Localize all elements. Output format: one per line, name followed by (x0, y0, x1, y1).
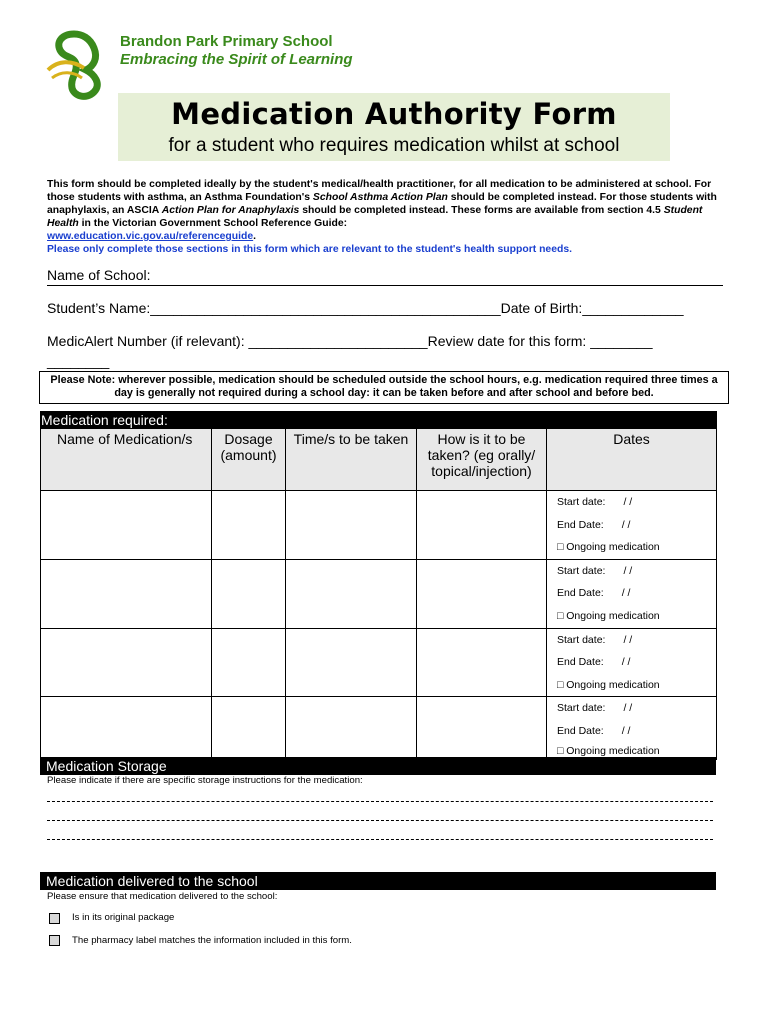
medication-delivered-header: Medication delivered to the school (40, 872, 716, 890)
student-name-dob-field[interactable]: Student’s Name:_____________________________________________Date of Birth:_____________ (47, 300, 684, 316)
storage-instructions-note: Please indicate if there are specific storage instructions for the medication: (47, 775, 363, 786)
dates-cell[interactable]: Start date: / / End Date: / / □ Ongoing medication (547, 491, 717, 560)
method-cell[interactable] (417, 697, 547, 759)
ongoing-checkbox[interactable]: □ Ongoing medication (557, 541, 660, 554)
times-cell[interactable] (286, 559, 417, 628)
times-cell[interactable] (286, 628, 417, 697)
times-cell[interactable] (286, 491, 417, 560)
medication-name-cell[interactable] (41, 491, 212, 560)
form-subtitle: for a student who requires medication whilst at school (168, 135, 620, 156)
col-medication-name: Name of Medication/s (41, 429, 212, 491)
school-tagline: Embracing the Spirit of Learning (120, 51, 353, 68)
original-package-checkbox[interactable] (49, 913, 60, 924)
pharmacy-label-checkbox[interactable] (49, 935, 60, 946)
dates-cell[interactable]: Start date: / / End Date: / / □ Ongoing medication (547, 559, 717, 628)
reference-guide-link[interactable]: www.education.vic.gov.au/referenceguide (47, 231, 254, 242)
medication-row (41, 697, 717, 759)
ongoing-checkbox[interactable]: □ Ongoing medication (557, 678, 660, 691)
delivered-note: Please ensure that medication delivered to the school: (47, 891, 278, 902)
medication-row (41, 559, 717, 628)
school-name-field[interactable]: Name of School: (47, 267, 723, 286)
ongoing-checkbox[interactable]: □ Ongoing medication (557, 609, 660, 622)
method-cell[interactable] (417, 559, 547, 628)
medication-storage-header: Medication Storage (40, 757, 716, 775)
pharmacy-label-label: The pharmacy label matches the information included in this form. (72, 935, 352, 946)
medication-name-cell[interactable] (41, 697, 212, 759)
scheduling-note: Please Note: wherever possible, medication should be scheduled outside the school hours, e.g. medication required three times a day is generally not required during a school day: it can be taken before and after school and before bed. (39, 371, 729, 404)
storage-input-line[interactable] (47, 820, 713, 821)
medication-row (41, 491, 717, 560)
school-name: Brandon Park Primary School (120, 33, 333, 50)
dosage-cell[interactable] (212, 559, 286, 628)
medicalert-review-field[interactable]: MedicAlert Number (if relevant): _______________________Review date for this form: ________ ________ (47, 333, 653, 369)
dosage-cell[interactable] (212, 628, 286, 697)
form-title: Medication Authority Form (171, 97, 617, 131)
storage-input-line[interactable] (47, 839, 713, 840)
col-times: Time/s to be taken (286, 429, 417, 491)
times-cell[interactable] (286, 697, 417, 759)
storage-input-line[interactable] (47, 801, 713, 802)
school-logo-icon (44, 30, 106, 102)
medication-required-header: Medication required: (41, 412, 717, 429)
ongoing-checkbox[interactable]: □ Ongoing medication (557, 744, 660, 757)
original-package-label: Is in its original package (72, 912, 175, 923)
method-cell[interactable] (417, 491, 547, 560)
dosage-cell[interactable] (212, 697, 286, 759)
col-dates: Dates (547, 429, 717, 491)
intro-paragraph: This form should be completed ideally by the student's medical/health practitioner, for all medication to be administered at school. For those students with asthma, an Asthma Foundation's School Asthma Action Plan should be completed instead. For those students with anaphylaxis, an ASCIA Action Plan for Anaphylaxis should be completed instead. These forms are available from section 4.5 Student Health in the Victorian Government School Reference Guide: www.education.vic.gov.au/referenceguide. Please only complete those sections in this form which are relevant to the student's health support needs. (47, 179, 717, 255)
dates-cell[interactable]: Start date: / / End Date: / / □ Ongoing medication (547, 697, 717, 759)
medication-row (41, 628, 717, 697)
medication-name-cell[interactable] (41, 628, 212, 697)
dates-cell[interactable]: Start date: / / End Date: / / □ Ongoing medication (547, 628, 717, 697)
medication-name-cell[interactable] (41, 559, 212, 628)
dosage-cell[interactable] (212, 491, 286, 560)
medication-table (40, 411, 717, 760)
col-dosage: Dosage (amount) (212, 429, 286, 491)
col-method: How is it to be taken? (eg orally/ topical/injection) (417, 429, 547, 491)
relevant-sections-note: Please only complete those sections in this form which are relevant to the student's health support needs. (47, 244, 573, 255)
method-cell[interactable] (417, 628, 547, 697)
